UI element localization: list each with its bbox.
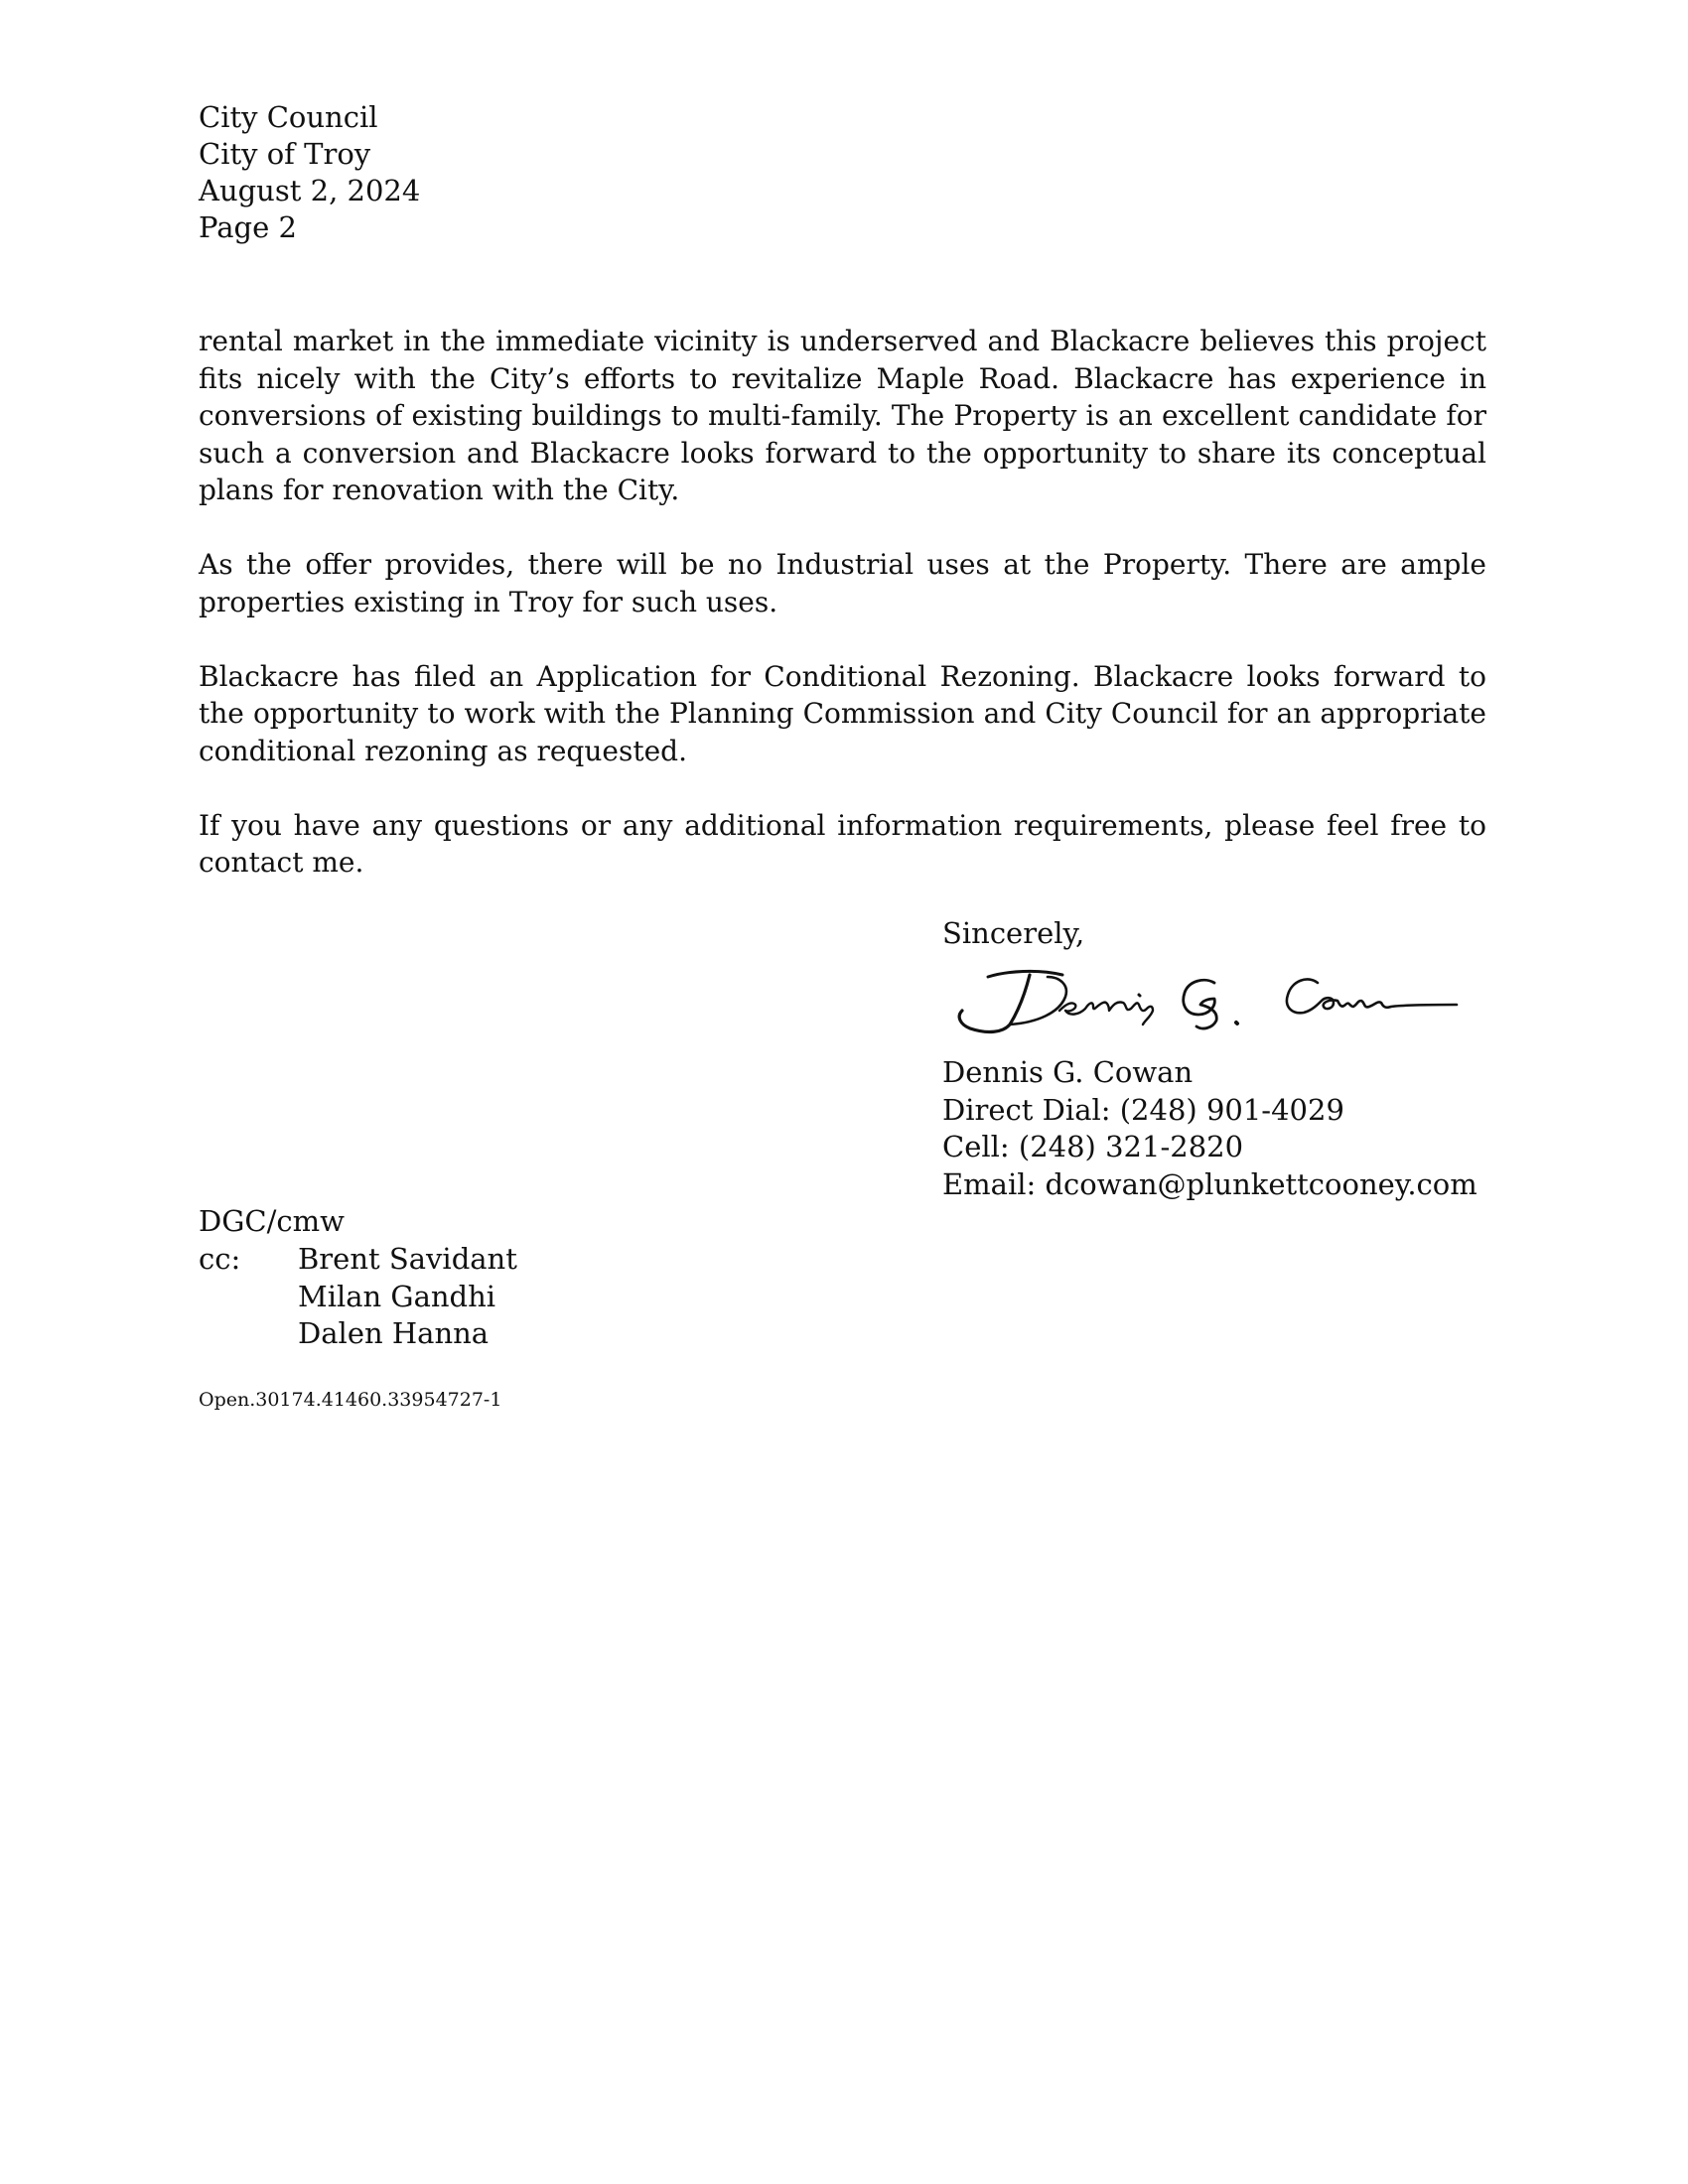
cc-list <box>298 1241 517 1353</box>
cc-recipient: Brent Savidant <box>298 1242 517 1276</box>
letter-header <box>199 99 420 246</box>
paragraph: Blackacre has filed an Application for Conditional Rezoning. Blackacre looks forward to the opportunity to work with the Planning Commission and City Council for an appropriate conditional rezoning as requested. <box>199 659 1486 767</box>
paragraph: If you have any questions or any additional information requirements, please feel free to contact me. <box>199 808 1486 879</box>
recipient-line: City Council <box>199 100 378 134</box>
letter-body <box>199 323 1486 918</box>
cell-phone: Cell: (248) 321-2820 <box>942 1130 1244 1163</box>
page-number: Page 2 <box>199 210 297 244</box>
signer-block <box>942 1054 1477 1203</box>
paragraph: rental market in the immediate vicinity is underserved and Blackacre believes this project fits nicely with the City’s efforts to revitalize Maple Road. Blackacre has experience in conversions of existing buildings to multi-family. The Property is an excellent candidate for such a conversion and Blackacre looks forward to the opportunity to share its conceptual plans for renovation with the City. <box>199 325 1486 506</box>
city-line: City of Troy <box>199 137 371 171</box>
date-line: August 2, 2024 <box>199 174 421 207</box>
cc-recipient: Milan Gandhi <box>298 1279 496 1313</box>
direct-dial: Direct Dial: (248) 901-4029 <box>942 1092 1344 1127</box>
signer-name: Dennis G. Cowan <box>942 1055 1194 1089</box>
email-address: Email: dcowan@plunkettcooney.com <box>942 1166 1477 1201</box>
typist-initials: DGC/cmw <box>199 1204 345 1238</box>
paragraph: As the offer provides, there will be no Industrial uses at the Property. There are ample properties existing in Troy for such uses. <box>199 548 1486 618</box>
closing-salutation: Sincerely, <box>942 916 1085 950</box>
handwritten-signature <box>948 961 1465 1040</box>
cc-recipient: Dalen Hanna <box>298 1316 490 1350</box>
cc-label: cc: <box>199 1242 241 1276</box>
document-id: Open.30174.41460.33954727-1 <box>199 1389 502 1411</box>
